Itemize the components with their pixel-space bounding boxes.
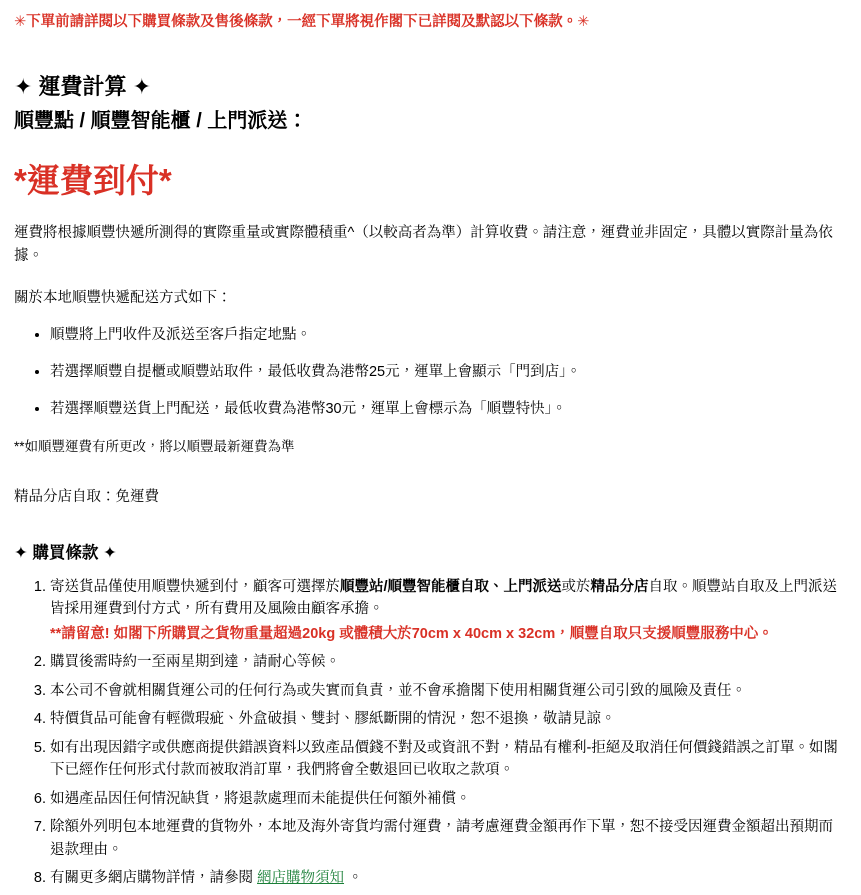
freight-collect-heading: *運費到付* [14, 161, 172, 199]
term-8-prefix: 有關更多網店購物詳情，請參閱 [50, 869, 258, 886]
shipping-footnote: **如順豐運費有所更改，將以順豐最新運費為準 [14, 439, 295, 455]
terms-section-title: ✦ 購買條款 ✦ [14, 543, 117, 562]
top-notice: ✳下單前請詳閱以下購買條款及售後條款，一經下單將視作閣下已詳閱及默認以下條款。✳ [14, 14, 590, 30]
list-item: • 若選擇順豐自提櫃或順豐站取件，最低收費為港幣25元，運單上會顯示「門到店」。 [50, 361, 847, 384]
term-1-prefix: 寄送貨品僅使用順豐快遞到付，顧客可選擇於 [50, 578, 340, 595]
list-item: 7. 除額外列明包本地運費的貨物外，本地及海外寄貨均需付運費，請考慮運費金額再作下單，恕不接受因運費金額超出預期而退款理由。 [50, 816, 847, 861]
shipping-methods-heading: 關於本地順豐快遞配送方式如下： [14, 289, 232, 306]
term-1-suffix: 自取。順豐站自取及上門派送皆採用運費到付方式，所有費用及風險由顧客承擔。 [50, 578, 838, 618]
list-item [50, 576, 847, 645]
list-item: 4. 特價貨品可能會有輕微瑕疵、外盒破損、雙封、膠紙斷開的情況，恕不退換，敬請見諒。 [50, 708, 847, 730]
shopping-guide-link[interactable]: 網店購物須知 [257, 869, 345, 886]
list-item: 5. 如有出現因錯字或供應商提供錯誤資料以致產品價錢不對及或資訊不對，精品有權利-拒絕及取消任何價錢錯誤之訂單。如閣下已經作任何形式付款而被取消訂單，我們將會全數退回已收取之款項。 [50, 737, 847, 782]
terms-list [14, 576, 847, 890]
shipping-sub-title: 順豐點 / 順豐智能櫃 / 上門派送： [14, 109, 308, 132]
term-1-middle: 或於 [561, 578, 591, 595]
term-1-bold-1: 順豐站/順豐智能櫃自取、上門派送 [340, 578, 562, 595]
term-1-bold-2: 精品分店 [590, 578, 649, 595]
shipping-section-title: ✦ 運費計算 ✦ [14, 74, 152, 100]
term-1-warning: **請留意! 如閣下所購買之貨物重量超過20kg 或體積大於70cm x 40cm x 32cm，順豐自取只支援順豐服務中心。 [50, 625, 773, 642]
store-pickup-line: 精品分店自取：免運費 [14, 488, 159, 505]
spacer [14, 33, 847, 73]
shipping-methods-list [14, 324, 847, 422]
list-item: • 若選擇順豐送貨上門配送，最低收費為港幣30元，運單上會標示為「順豐特快」。 [50, 398, 847, 421]
list-item [50, 867, 847, 889]
shipping-intro-text: 運費將根據順豐快遞所測得的實際重量或實際體積重^（以較高者為準）計算收費。請注意，運費並非固定，具體以實際計量為依據。 [14, 225, 833, 265]
list-item: 6. 如遇產品因任何情況缺貨，將退款處理而未能提供任何額外補償。 [50, 788, 847, 810]
list-item: 2. 購買後需時約一至兩星期到達，請耐心等候。 [50, 651, 847, 673]
list-item: • 順豐將上門收件及派送至客戶指定地點。 [50, 324, 847, 347]
list-item: 3. 本公司不會就相關貨運公司的任何行為或失實而負責，並不會承擔閣下使用相關貨運公司引致的風險及責任。 [50, 680, 847, 702]
term-8-suffix: 。 [344, 869, 363, 886]
